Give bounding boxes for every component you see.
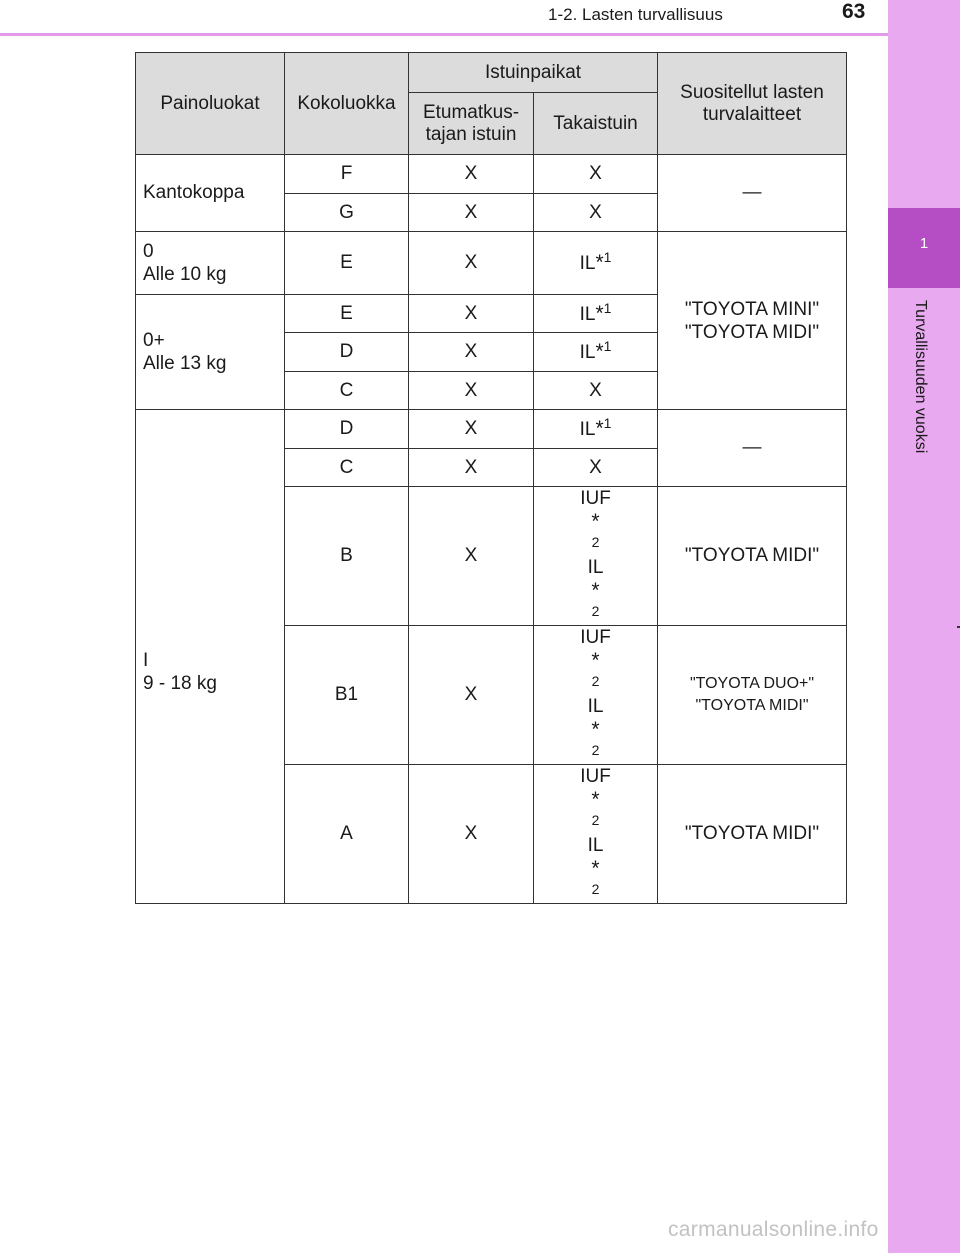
asterisk-mark: * — [595, 301, 604, 325]
asterisk-mark: * — [595, 251, 604, 274]
front-cell: X — [409, 194, 534, 232]
group-label-line2: Alle 10 kg — [143, 264, 227, 285]
recommended-cell: "TOYOTA MIDI" — [658, 765, 847, 904]
side-tab — [888, 0, 960, 1253]
header-recommended-line1: Suositellut lasten — [680, 81, 824, 103]
recommended-cell: "TOYOTA MIDI" — [658, 487, 847, 626]
group-label-line1: 0+ — [143, 330, 165, 351]
rear-code: IL — [579, 303, 596, 325]
header-rear-seat: Takaistuin — [534, 93, 658, 155]
rear-code: IL — [579, 342, 596, 363]
recommended-line1: "TOYOTA MINI" — [684, 298, 820, 320]
footnote-ref: 2 — [591, 673, 600, 689]
group-kantokoppa: Kantokoppa — [136, 155, 285, 232]
size-cell: C — [285, 372, 409, 410]
group-i — [136, 410, 285, 904]
asterisk-mark: * — [591, 718, 600, 741]
front-cell: X — [409, 372, 534, 410]
size-cell: G — [285, 194, 409, 232]
header-recommended-line2: turvalaitteet — [702, 103, 802, 125]
chapter-label: Turvallisuuden vuoksi — [912, 300, 929, 454]
header-weight-class: Painoluokat — [136, 53, 285, 155]
rear-cell — [534, 295, 658, 333]
footnote-ref: 2 — [591, 812, 600, 828]
rear-cell: X — [534, 194, 658, 232]
front-cell: X — [409, 232, 534, 295]
header-front-line2: tajan istuin — [425, 123, 517, 145]
rear-code: IL — [587, 696, 604, 717]
header-front-line1: Etumatkus- — [422, 101, 520, 123]
group-label-line1: 0 — [143, 241, 154, 262]
size-cell: F — [285, 155, 409, 194]
size-cell: B1 — [285, 626, 409, 765]
watermark: carmanualsonline.info — [668, 1218, 879, 1241]
header-seating-positions: Istuinpaikat — [409, 53, 658, 93]
size-cell: A — [285, 765, 409, 904]
group-0 — [136, 232, 285, 295]
rear-code: IL — [579, 419, 596, 440]
recommended-cell: — — [658, 410, 847, 487]
header-size-class: Kokoluokka — [285, 53, 409, 155]
footnote-ref: 1 — [603, 415, 612, 431]
asterisk-mark: * — [595, 340, 604, 363]
size-cell: E — [285, 295, 409, 333]
recommended-cell — [658, 232, 847, 410]
section-title: 1-2. Lasten turvallisuus — [548, 5, 723, 24]
asterisk-mark: * — [595, 417, 604, 440]
asterisk-mark: * — [591, 510, 600, 533]
rear-cell — [534, 232, 658, 295]
child-seat-table — [135, 52, 847, 904]
rear-cell: X — [534, 155, 658, 194]
rear-cell — [534, 333, 658, 372]
header-rule — [0, 33, 888, 36]
rear-cell: X — [534, 372, 658, 410]
front-cell: X — [409, 295, 534, 333]
rear-cell: X — [534, 449, 658, 487]
front-cell: X — [409, 487, 534, 626]
asterisk-mark: * — [591, 857, 600, 880]
footnote-ref: 1 — [603, 249, 612, 265]
size-cell: D — [285, 333, 409, 372]
chapter-number: 1 — [888, 208, 960, 288]
footnote-ref: 2 — [591, 534, 600, 550]
header-recommended — [658, 53, 847, 155]
group-label-line1: I — [143, 649, 149, 671]
size-cell: C — [285, 449, 409, 487]
front-cell: X — [409, 333, 534, 372]
recommended-cell — [658, 626, 847, 765]
header-front-passenger — [409, 93, 534, 155]
footnote-ref: 2 — [591, 881, 600, 897]
footnote-ref: 2 — [591, 603, 600, 619]
group-0-plus — [136, 295, 285, 410]
rear-code: IL — [587, 557, 604, 578]
asterisk-mark: * — [591, 579, 600, 602]
group-label-line2: Alle 13 kg — [143, 353, 227, 374]
front-cell: X — [409, 626, 534, 765]
size-cell: B — [285, 487, 409, 626]
recommended-line2: "TOYOTA MIDI" — [684, 321, 820, 343]
front-cell: X — [409, 765, 534, 904]
rear-cell — [534, 765, 658, 904]
front-cell: X — [409, 410, 534, 449]
footnote-ref: 1 — [603, 338, 612, 354]
footnote-ref: 2 — [591, 742, 600, 758]
page-number: 63 — [842, 0, 866, 23]
table-row — [136, 232, 847, 295]
rear-cell — [534, 487, 658, 626]
size-cell: E — [285, 232, 409, 295]
table-row — [136, 155, 847, 194]
rear-cell — [534, 410, 658, 449]
rear-code: IUF — [580, 627, 611, 648]
recommended-line1: "TOYOTA DUO+" — [689, 675, 815, 692]
rear-code: IL — [579, 253, 596, 274]
table-row — [136, 410, 847, 449]
rear-cell — [534, 626, 658, 765]
recommended-cell: — — [658, 155, 847, 232]
front-cell: X — [409, 449, 534, 487]
group-label-line2: 9 - 18 kg — [143, 672, 217, 694]
rear-code: IUF — [580, 488, 611, 509]
size-cell: D — [285, 410, 409, 449]
footnote-ref: 1 — [603, 299, 612, 316]
asterisk-mark: * — [591, 649, 600, 672]
rear-code: IUF — [580, 766, 611, 787]
rear-code: IL — [587, 835, 604, 856]
recommended-line2: "TOYOTA MIDI" — [695, 697, 809, 714]
asterisk-mark: * — [591, 788, 600, 811]
front-cell: X — [409, 155, 534, 194]
